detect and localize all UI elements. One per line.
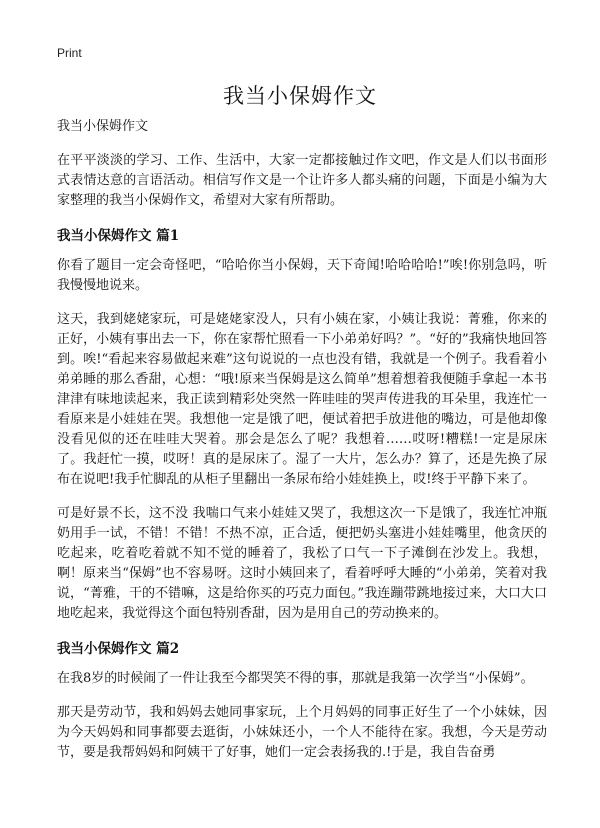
- section-1-paragraph-2: 这天，我到姥姥家玩，可是姥姥家没人，只有小姨在家，小姨让我说：菁雅，你来的正好，小姨有事出去一下，你在家帮忙照看一下小弟弟好吗？”。“好的”我痛快地回答到。唉!“看起来容易做起来难”这句说说的一点也没有错，我就是一个例子。我看着小弟弟睡的那么香甜，心想：“哦!原来当保姆是这么简单”想着想着我便随手拿起一本书津津有味地读起来，我正读到精彩处突然一阵哇哇的哭声传进我的耳朵里，我连忙一看原来是小娃娃在哭。我想他一定是饿了吧，便试着把手放进他的嘴边，可是他却像没看见似的还在哇哇大哭着。那会是怎么了呢？我想着……哎呀!糟糕!一定是尿床了。我赶忙一摸，哎呀！真的是尿床了。湿了一大片，怎么办？算了，还是先换了尿布在说吧!我手忙脚乱的从柜子里翻出一条尿布给小娃娃换上，哎!终于平静下来了。: [57, 312, 547, 487]
- section-1-paragraph-3: 可是好景不长，这不没 我喘口气来小娃娃又哭了，我想这次一下是饿了，我连忙冲瓶奶用手一试，不错！不错！不热不凉，正合适，便把奶头塞进小娃娃嘴里，他贪厌的吃起来，吃着吃着就不知不觉的睡着了，我松了口气一下子滩倒在沙发上。我想，啊！原来当“保姆”也不容易呀。这时小姨回来了，看着呼呼大睡的“小弟弟，笑着对我说，“菁雅，干的不错嘛，这是给你买的巧克力面包。”我连蹦带跳地接过来，大口大口地吃起来，我觉得这个面包特别香甜，因为是用自己的劳动换来的。: [57, 506, 547, 621]
- article-subtitle: 我当小保姆作文: [57, 119, 149, 134]
- section-2-paragraph-1: 在我8岁的时候闹了一件让我至今都哭笑不得的事，那就是我第一次学当“小保姆”。: [57, 671, 534, 686]
- intro-paragraph: 在平平淡淡的学习、工作、生活中，大家一定都接触过作文吧，作文是人们以书面形式表情达意的言语活动。相信写作文是一个让许多人都头痛的问题，下面是小编为大家整理的我当小保姆作文，希望对大家有所帮助。: [57, 153, 547, 208]
- page-title: 我当小保姆作文: [223, 84, 377, 108]
- section-heading-1: 我当小保姆作文 篇1: [57, 228, 180, 244]
- section-2-paragraph-2: 那天是劳动节，我和妈妈去她同事家玩，上个月妈妈的同事正好生了一个小妹妹，因为今天妈妈和同事都要去逛街，小妹妹还小，一个人不能待在家。我想，今天是劳动节，要是我帮妈妈和阿姨干了好事，她们一定会表扬我的.!于是，我自告奋勇: [57, 705, 547, 760]
- section-1-paragraph-1: 你看了题目一定会奇怪吧，“哈哈你当小保姆，天下奇闻!哈哈哈哈!”唉!你别急吗，听我慢慢地说来。: [57, 258, 547, 293]
- section-heading-2: 我当小保姆作文 篇2: [57, 641, 180, 657]
- article-body: [57, 116, 547, 777]
- print-link[interactable]: Print: [57, 46, 82, 60]
